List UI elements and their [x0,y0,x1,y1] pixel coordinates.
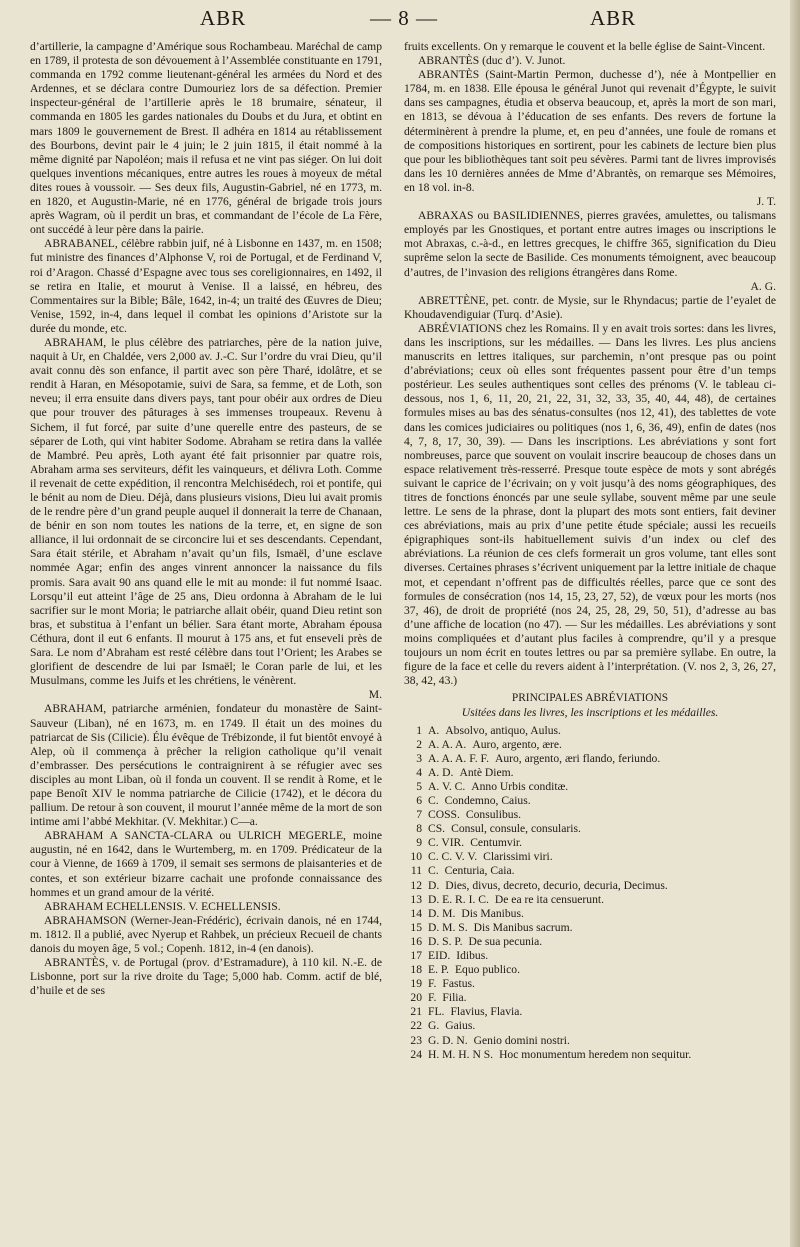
left-column [30,40,382,1235]
expansion: Anno Urbis conditæ. [471,779,569,793]
abbreviation-row [404,738,776,752]
row-number: 4 [416,765,422,779]
expansion: Filia. [442,991,467,1005]
header-left: ABR [200,6,247,30]
abbreviation-row [404,963,776,977]
entry-abrahamson: ABRAHAMSON (Werner-Jean-Frédéric), écrivain danois, né en 1744, m. 1812. Il a publié, avec Nyerup et Rahbek, un précieux Recueil de chants danois du moyen âge, 5 vol.; Copenh. 1812, in-4 (en danois). [30,913,382,955]
row-number: 1 [416,723,422,737]
abbreviation: CS. [428,822,446,836]
abbreviation: C. C. V. V. [428,850,478,864]
row-number: 24 [410,1047,422,1061]
abbreviation-row [404,850,776,864]
row-number: 14 [410,906,422,920]
expansion: Centuria, Caia. [444,864,515,878]
row-number: 12 [410,878,422,892]
abbreviation: F. [428,977,437,991]
abbreviation: D. M. S. [428,920,468,934]
abbreviation-row [404,907,776,921]
expansion: Equo publico. [454,963,520,977]
abbreviation-row [404,808,776,822]
abbreviation-row [404,724,776,738]
abbreviation-row [404,1034,776,1048]
abbreviation-row [404,794,776,808]
abbreviation-row [404,991,776,1005]
abbreviation: D. E. R. I. C. [428,892,489,906]
page-edge [790,0,800,1247]
abbreviation-row [404,879,776,893]
abbreviation-row [404,822,776,836]
entry-abraham-a-sancta-clara: ABRAHAM A SANCTA-CLARA ou ULRICH MEGERLE, moine augustin, né en 1642, dans le Wurtemberg, m. en 1709. Prédicateur de la cour à Vienne, de 1669 à 1709, il semait ses sermons de plaisanteries et de contes, et son extérieur bizarre cachait une profonde connaissance des hommes et un grand amour de la vérité. [30,829,382,899]
page-number: — 8 — [370,6,438,30]
abbreviation: FL. [428,1005,445,1019]
abbreviation: C. [428,793,439,807]
abbreviation: D. S. P. [428,934,463,948]
abbreviation: C. VIR. [428,836,465,850]
abbreviation: A. V. C. [428,779,466,793]
abbreviation: COSS. [428,808,460,822]
abbreviation-row [404,836,776,850]
expansion: Fastus. [442,977,475,991]
abbreviation-row [404,921,776,935]
row-number: 18 [410,963,422,977]
entry-abrantes-duchesse: ABRANTÈS (Saint-Martin Permon, duchesse d’), née à Montpellier en 1784, m. en 1838. Elle épousa le général Junot qui revenait d’Égypte, le suivit dans ses campagnes, étudia et observa beaucoup, et, après la mort de son mari, en 1813, se dévoua à l’éducation de ses enfants. Des revers de fortune la déterminèrent à prendre la plume, et, en peu d’années, une foule de romans et de compositions historiques en sortirent, pour les cabinets de lecture bien plus que pour les bibliothèques tant soit peu sévères. Parmi tant de livres improvisés dans les 10 dernières années de Mme d’Abrantès, on remarque ses Mémoires, en 18 vol. in-8. [404,68,776,194]
abbreviation: A. D. [428,765,454,779]
entry-abrabanel: ABRABANEL, célèbre rabbin juif, né à Lisbonne en 1437, m. en 1508; fut ministre des finances d’Alphonse V, roi de Portugal, et de Ferdinand V, roi d’Aragon. Chassé d’Espagne avec tous ses coreligionnaires, en 1492, il se retira en Italie, et mourut à Venise. Il a laissé, en hébreu, des Commentaires sur la Bible; Bâle, 1642, in-4; un traité des Œuvres de Dieu; Venise, 1592, in-4, dans lequel il combat les opinions d’Aristote sur la durée du monde, etc. [30,237,382,335]
row-number: 22 [410,1019,422,1033]
expansion: Condemno, Caius. [444,793,531,807]
table-title: PRINCIPALES ABRÉVIATIONS [511,692,669,705]
abbreviation: D. [428,878,440,892]
row-number: 9 [416,836,422,850]
expansion: Absolvo, antiquo, Aulus. [445,723,561,737]
abbreviation-row [404,1019,776,1033]
expansion: Consulibus. [465,808,521,822]
row-number: 8 [416,822,422,836]
expansion: Antè Diem. [459,765,514,779]
abbreviation-row [404,864,776,878]
entry-abraxas: ABRAXAS ou BASILIDIENNES, pierres gravées, amulettes, ou talismans employés par les Gnostiques, et portant entre autres images ou inscriptions le mot Abraxas, c.-à-d., en lettres grecques, le chiffre 365, signification du Dieu suprême selon la secte de Basilide. Ces monuments témoignent, avec beaucoup d’autres, de l’invasion des religions étrangères dans Rome. [404,209,776,279]
abbreviation-row [404,893,776,907]
row-number: 6 [416,793,422,807]
abbreviation-row [404,766,776,780]
abbreviation: EID. [428,949,451,962]
signature: J. T. [756,195,776,209]
entry-continuation: d’artillerie, la campagne d’Amérique sous Rochambeau. Maréchal de camp en 1789, il protesta de son dévouement à l’Assemblée constituante en 1791, commanda en 1792 comme lieutenant-général les armées du Nord et des Ardennes, et se déclara contre Dumouriez lors de sa défection. Premier inspecteur-général de l’artillerie après le 18 brumaire, sénateur, il commanda en 1805 les gardes nationales du Doubs et du Jura, et obtint en mars 1809 le gouvernement de Brest. Il adhéra en 1814 au rétablissement des Bourbons, devint pair le 4 juin; le 2 juin 1815, il était nommé à la même dignité par Napoléon; mais il refusa et ne vint pas siéger. On lui doit quelques inventions mécaniques, entre autres les roues à moyeux de métal dites roues à voussoir. — Ses deux fils, Augustin-Gabriel, né en 1773, m. en 1820, et Augustin-Marie, né en 1776, général de brigade trois jours après Wagram, où il perdit un bras, et commandant de l’école de La Fère, ont succédé à leur père dans la pairie. [30,40,382,237]
header-right: ABR [590,6,637,30]
row-number: 23 [410,1033,422,1047]
expansion: Hoc monumentum heredem non sequitur. [499,1047,692,1061]
row-number: 21 [410,1005,422,1019]
abbreviation: H. M. H. N S. [428,1047,494,1061]
abbreviation-row [404,935,776,949]
row-number: 17 [410,949,422,962]
running-header [0,6,800,36]
abbreviation: A. [428,723,440,737]
expansion: Idibus. [456,949,489,962]
row-number: 7 [416,808,422,822]
abbreviation: A. A. A. [428,737,467,751]
abbreviation-row [404,780,776,794]
entry-continuation: fruits excellents. On y remarque le couvent et la belle église de Saint-Vincent. [404,40,766,53]
expansion: De sua pecunia. [468,934,543,948]
abbreviation: D. M. [428,906,456,920]
signature: M. [368,688,382,702]
entry-abraham: ABRAHAM, le plus célèbre des patriarches, père de la nation juive, naquit à Ur, en Chaldée, vers 2,000 av. J.-C. Sur l’ordre du vrai Dieu, qu’il avait connu dès son enfance, il partit avec son père Tharé, idolâtre, et se rendit à Haran, en Mésopotamie, suivi de Sara, sa femme, et de Loth, son neveu; il erra ensuite dans divers pays, tant pour obéir aux ordres de Dieu que pour trouver des pâturages à ses immenses troupeaux. Revenu à Sichem, il fut forcé, par suite d’une querelle entre des pasteurs, de se séparer de Loth, qui vint habiter Sodome. Abraham se retira dans la vallée de Mambré. Peu après, Loth ayant été fait prisonnier par quatre rois, Abraham arma ses serviteurs, défit les vainqueurs, et délivra Loth. Comme il revenait de cette expédition, il rencontra Melchisédech, roi et pontife, qui le bénit au nom de Dieu. Déjà, dans plusieurs visions, Dieu lui avait promis de le rendre père d’un grand peuple auquel il donnerait la terre de Chanaan, de bénir en son nom toutes les nations de la terre, et, en signe de son alliance, il lui ordonnait de se circoncire lui et ses descendants. Cependant, Sara était stérile, et Abraham n’avait qu’un fils, Ismaël, d’une esclave nommée Agar; enfin des anges vinrent annoncer la naissance du fils promis. Sara avait 90 ans quand elle le mit au monde: il fut nommé Isaac. Lorsqu’il eut atteint l’âge de 25 ans, Dieu ordonna à Abraham de le lui sacrifier sur le mont Moria; le patriarche allait obéir, quand Dieu retint son bras, et substitua à l’enfant un bélier. Sara étant morte, Abraham épousa Céthura, dont il eut 6 enfants. Il mourut à 175 ans, et fut enseveli près de Sara. Le nom d’Abraham est resté célèbre dans tout l’Orient; les Arabes se glorifient de descendre de lui par Ismaël; le Coran parle de lui, et les Musulmans, comme les Juifs et les chrétiens, le vénèrent. [30,335,382,688]
row-number: 16 [410,934,422,948]
row-number: 13 [410,892,422,906]
table-subtitle: Usitées dans les livres, les inscriptions et les médailles. [461,706,719,720]
abbreviation: A. A. A. F. F. [428,751,489,765]
expansion: Centumvir. [470,836,523,850]
row-number: 5 [416,779,422,793]
entry-abreviations: ABRÉVIATIONS chez les Romains. Il y en avait trois sortes: dans les livres, dans les inscriptions, sur les médailles. — Dans les livres. Les plus anciens manuscrits en lettres italiques, sur parchemin, n’ont presque pas ou point d’abréviations; ceux où elles sont fréquentes passent pour être d’un temps postérieur. Les seules authentiques sont celles des prénoms (V. le tableau ci-dessous, nos 1, 6, 11, 20, 21, 22, 31, 32, 33, 35, 40, 44, 48), de certaines formules mises au bas des sénatus-consultes (nos 12, 41), des tablettes de vote dans les comices judiciaires ou politiques (nos 1, 6, 36, 49), enfin de dates (nos 4, 7, 8, 17, 30, 39). — Dans les inscriptions. Les abréviations y sont fort nombreuses, parce que souvent on voulait inscrire beaucoup de choses dans un espace relativement très-resserré. Presque toute espèce de mots y sont abrégés suivant le caprice de l’écrivain; on y voit jusqu’à des noms géographiques, des titres de fonctions énoncés par une seule syllabe, souvent même par une seule lettre. Le sens de la phrase, dont la plupart des mots sont entiers, fait deviner ces abréviations, mais au prix d’une petite étude spéciale; aussi les recueils épigraphiques sont-ils habituellement suivis d’un index ou clef des abréviations. La réunion de ces clefs formerait un gros volume, tant elles sont diverses. Certaines phrases s’écrivent uniquement par la lettre initiale de chaque mot, et cependant n’offrent pas de difficultés réelles, parce que ce sont des formules de consécration (nos 14, 15, 23, 27, 52), de vœux pour les morts (nos 37, 46), de droit de propriété (nos 24, 25, 28, 29, 50, 51), d’adresse au bas d’une affiche de location (no 47). — Sur les médailles. Les abréviations y sont moins compliquées et d’autant plus faciles à comprendre, qu’il y a presque toujours un nom écrit en toutes lettres ou par sa première syllabe. En outre, la figure de la face et celle du revers aident à l’interprétation. (V. nos 2, 3, 26, 27, 38, 42, 43.) [404,321,776,688]
right-column [404,40,776,1235]
row-number: 15 [410,920,422,934]
expansion: Dis Manibus. [461,906,524,920]
abbreviation-row [404,1048,776,1062]
expansion: Dies, divus, decreto, decurio, decuria, Decimus. [445,878,668,892]
expansion: Gaius. [445,1019,476,1033]
expansion: Clarissimi viri. [483,850,553,864]
expansion: Auro, argento, æri flando, feriundo. [494,751,661,765]
entry-abrantes: ABRANTÈS, v. de Portugal (prov. d’Estramadure), à 110 kil. N.-E. de Lisbonne, port sur la rive droite du Tage; 5,000 hab. Comm. actif de blé, d’huile et de ses [30,956,382,998]
entry-abrettene: ABRETTÈNE, pet. contr. de Mysie, sur le Rhyndacus; partie de l’eyalet de Khoudavendiguiar (Turq. d’Asie). [404,293,776,321]
abbreviation: F. [428,991,437,1005]
entry-abrantes-duc: ABRANTÈS (duc d’). V. Junot. [418,54,566,68]
row-number: 2 [416,737,422,751]
expansion: Flavius, Flavia. [450,1005,523,1019]
signature: A. G. [750,279,776,293]
expansion: Consul, consule, consularis. [451,822,581,836]
row-number: 20 [410,991,422,1005]
expansion: Auro, argento, ære. [472,737,562,751]
abbreviation: G. D. N. [428,1033,468,1047]
abbreviation: E. P. [428,963,449,977]
abbreviation-row [404,752,776,766]
expansion: Dis Manibus sacrum. [473,920,573,934]
row-number: 11 [410,864,422,878]
abbreviation-list [404,724,776,1062]
entry-abraham-echellensis: ABRAHAM ECHELLENSIS. V. ECHELLENSIS. [44,899,281,913]
expansion: Genio domini nostri. [473,1033,570,1047]
abbreviation-row [404,949,776,963]
entry-abraham-armenian: ABRAHAM, patriarche arménien, fondateur du monastère de Saint-Sauveur (Liban), né en 1673, m. en 1749. Il était un des moines du patriarcat de Sis (Cilicie). Élu évêque de Trébizonde, il fut bientôt envoyé à Alep, où il commença à prêcher la religion catholique qu’il venait d’embrasser. Des persécutions le contraignirent à se réfugier avec ses disciples au mont Liban, où il fonda un couvent. Il se rendit à Rome, et le pape Benoît XIV le nomma patriarche de Cilicie (1742), et le décora du pallium. De retour à son couvent, il mourut l’année même de la mort de son intime ami l’abbé Mekhitar. (V. Mekhitar.) C—a. [30,702,382,829]
abbreviation: C. [428,864,439,878]
abbreviation-row [404,1005,776,1019]
row-number: 10 [410,850,422,864]
abbreviation: G. [428,1019,440,1033]
row-number: 3 [416,751,422,765]
abbreviation-row [404,977,776,991]
row-number: 19 [410,977,422,991]
expansion: De ea re ita censuerunt. [494,892,604,906]
